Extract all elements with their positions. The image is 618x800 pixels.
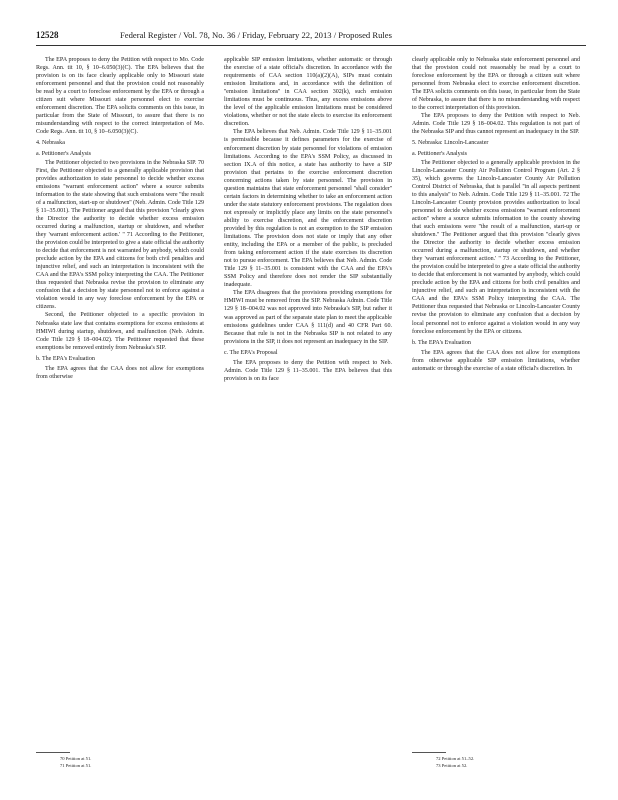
page-number: 12528 bbox=[36, 30, 59, 40]
subsection-heading: a. Petitioner's Analysis bbox=[412, 150, 468, 157]
section-heading: 4. Nebraska bbox=[36, 140, 65, 147]
footnote-rule bbox=[412, 752, 446, 753]
paragraph: The EPA proposes to deny the Petition with respect to Neb. Admin. Code Title 129 § 18–004.02. This regulation is not part of the Nebraska SIP and thus cannot represent an inadequacy in the SIP. bbox=[412, 113, 580, 136]
paragraph: Second, the Petitioner objected to a specific provision in Nebraska state law that contains exemptions for excess emissions at HMIWI during startup, shutdown, and malfunction (Neb. Admin. Code Title 129 § 18–004.02). The Petitioner requested that these exemptions be removed entirely from Nebraska's SIP. bbox=[36, 312, 204, 351]
subsection-heading: a. Petitioner's Analysis bbox=[36, 150, 92, 157]
section-heading: b. The EPA's Evaluation bbox=[412, 339, 471, 346]
section-heading: b. The EPA's Evaluation bbox=[36, 355, 95, 362]
running-title: Federal Register / Vol. 78, No. 36 / Friday, February 22, 2013 / Proposed Rules bbox=[120, 30, 392, 40]
footnote: 71 Petition at 51. bbox=[60, 763, 92, 768]
paragraph: The EPA believes that Neb. Admin. Code Title 129 § 11–35.001 is permissible because it defines parameters for the exercise of enforcement discretion by state personnel for violations of emission limitations. According to the EPA's SSM Policy, as discussed in section IX.A of this notice, a state has authority to have a SIP provision that pertains to the exercise enforcement discretion concerning actions taken by state personnel. The provision in question maintains that state enforcement personnel ''shall consider'' certain factors in determining whether to take an enforcement action under the state statutory enforcement provisions. The regulation does not expressly or implicitly place any limits on the state personnel's ability to exercise discretion, and the enforcement discretion provided by this regulation is not an exemption to the SIP emission limitations. The provision does not state or imply that any other entity, including the EPA or a member of the public, is precluded from taking enforcement action if the state exercises its discretion not to pursue enforcement. The EPA believes that Neb. Admin. Code Title 129 § 11–35.001 is consistent with the CAA and the EPA's SSM Policy and therefore does not render the SIP substantially inadequate. bbox=[224, 129, 392, 289]
paragraph: The Petitioner objected to a generally applicable provision in the Lincoln-Lancaster County Air Pollution Control Program (Art. 2 § 35), which governs the Lincoln-Lancaster County Air Pollution Control District of Nebraska, that is parallel ''in all aspects pertinent to this analysis'' to Neb. Admin. Code Title 129 § 11–35.001. 72 The Lincoln-Lancaster County provision provides authorization to local personnel to decide whether excess emissions ''warrant enforcement action'' where a source submits information to the county showing that such emissions were ''the result of a malfunction, start-up or shutdown.'' The Petitioner argued that this provision ''clearly gives the Director the authority to decide whether excess emission occurred during a malfunction, startup or shutdown, and whether they 'warrant enforcement action.' '' 73 According to the Petitioner, the provision could be interpreted to give a state official the authority to decide that enforcement is not warranted by anybody, which could preclude action by the EPA and citizens for both civil penalties and injunctive relief, and such an interpretation is inconsistent with the CAA and the EPA's SSM Policy interpreting the CAA. The Petitioner thus requested that Nebraska or Lincoln-Lancaster County revise the provision to eliminate any confusion that a decision by local personnel not to enforce against a violation would in any way foreclose enforcement by the EPA or citizens. bbox=[412, 159, 580, 335]
footnote: 73 Petition at 52. bbox=[436, 763, 468, 768]
text-column-middle bbox=[224, 56, 392, 383]
footnotes-right bbox=[412, 752, 580, 769]
footnote-rule bbox=[36, 752, 70, 753]
paragraph: The EPA proposes to deny the Petition with respect to Mo. Code Regs. Ann. tit 10, § 10–6.050(3)(C). The EPA believes that the provision is on its face clearly applicable only to Missouri state enforcement personnel and that the provision could not reasonably be read by a court to foreclose enforcement by the EPA or through a citizen suit where Missouri state personnel elect to exercise enforcement discretion. The EPA solicits comments on this issue, in particular from the State of Missouri, to assure that there is no misunderstanding with respect to the correct interpretation of Mo. Code Regs. Ann. tit 10, § 10–6.050(3)(C). bbox=[36, 57, 204, 136]
section-heading: c. The EPA's Proposal bbox=[224, 349, 278, 356]
paragraph: The Petitioner objected to two provisions in the Nebraska SIP. 70 First, the Petitioner objected to a generally applicable provision that provides authorization to state personnel to decide whether excess emissions ''warrant enforcement action'' where a source submits information to the state showing that such emissions were ''the result of a malfunction, start-up or shutdown'' (Neb. Admin. Code Title 129 § 11–35.001). The Petitioner argued that this provision ''clearly gives the Director the authority to decide whether excess emission occurred during a malfunction, startup or shutdown, and whether they 'warrant enforcement action.' '' 71 According to the Petitioner, the provision could be interpreted to give a state official the authority to decide that enforcement is not warranted by anybody, which could preclude action by the EPA and citizens for both civil penalties and injunctive relief, and such an interpretation is inconsistent with the CAA and the EPA's SSM policy interpreting the CAA. The Petitioner thus requested that Nebraska revise the provision to eliminate any confusion that a decision by state personnel not to enforce against a violation would in any way foreclose enforcement by the EPA or citizens. bbox=[36, 159, 204, 311]
paragraph: The EPA agrees that the CAA does not allow for exemptions from otherwise applicable SIP emission limitations, whether automatic or through the exercise of a state official's discretion. In bbox=[412, 349, 580, 372]
text-column-right bbox=[412, 56, 580, 373]
footnotes-left bbox=[36, 752, 204, 769]
paragraph: applicable SIP emission limitations, whether automatic or through the exercise of a state official's discretion. In accordance with the requirements of CAA section 110(a)(2)(A), SIPs must contain emission limitations and, in accordance with the definition of ''emission limitations'' in CAA section 302(k), such emission limitations must be continuous. Thus, any excess emissions above the level of the applicable emission limitations must be considered violations, whether or not the state elects to exercise its enforcement discretion. bbox=[224, 57, 392, 128]
footnote: 72 Petition at 51–52. bbox=[436, 756, 475, 761]
paragraph: clearly applicable only to Nebraska state enforcement personnel and that the provision could not reasonably be read by a court to foreclose enforcement by the EPA or through a citizen suit where personnel from Nebraska elect to exercise enforcement discretion. The EPA solicits comments on this issue, in particular from the State of Nebraska, to assure that there is no misunderstanding with respect to the correct interpretation of this provision. bbox=[412, 57, 580, 112]
paragraph: The EPA disagrees that the provisions providing exemptions for HMIWI must be removed from the SIP. Nebraska Admin. Code Title 129 § 18–004.02 was not approved into Nebraska's SIP, but rather it was approved as part of the separate state plan to meet the applicable emissions guidelines under CAA § 111(d) and 40 CFR Part 60. Because that rule is not in the Nebraska SIP is not related to any provisions in the SIP, it does not represent an inadequacy in the SIP. bbox=[224, 290, 392, 345]
paragraph: The EPA agrees that the CAA does not allow for exemptions from otherwise bbox=[36, 365, 204, 380]
text-column-left bbox=[36, 56, 204, 381]
paragraph: The EPA proposes to deny the Petition with respect to Neb. Admin. Code Title 129 § 11–35.001. The EPA believes that this provision is on its face bbox=[224, 359, 392, 382]
header-rule bbox=[36, 45, 586, 46]
section-heading: 5. Nebraska: Lincoln-Lancaster bbox=[412, 140, 489, 147]
page-header bbox=[36, 30, 586, 44]
footnote: 70 Petition at 51. bbox=[60, 756, 92, 761]
